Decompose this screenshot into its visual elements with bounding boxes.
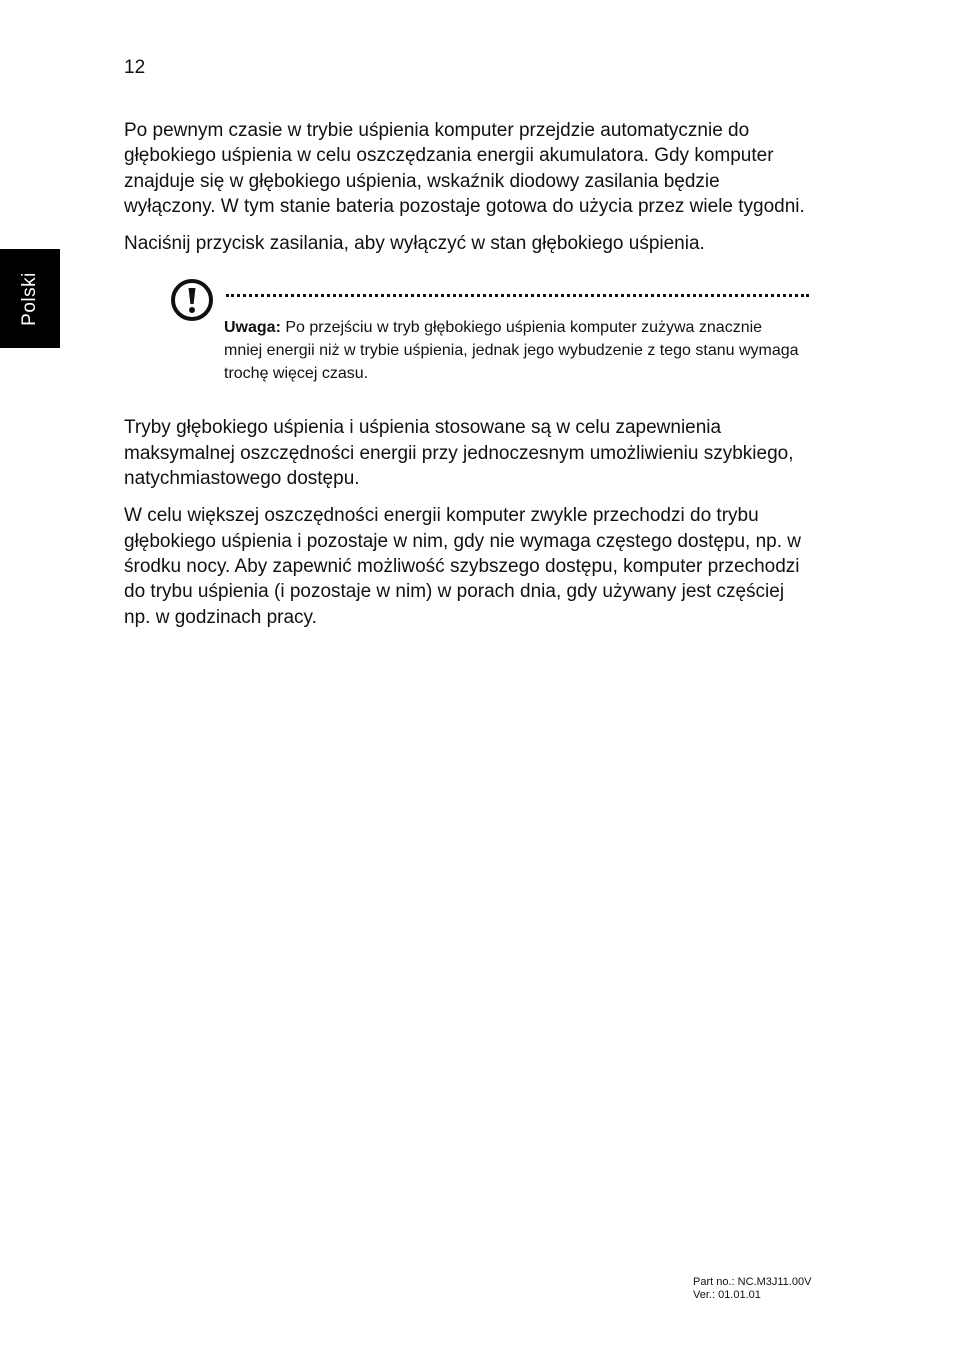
note-label: Uwaga: — [224, 319, 281, 337]
paragraph-modes-purpose: Tryby głębokiego uśpienia i uśpienia stosowane są w celu zapewnienia maksymalnej oszczędności energii przy jednoczesnym umożliwieniu szybkiego, natychmiastowego dostępu. — [124, 417, 794, 490]
note-text — [224, 316, 804, 385]
language-tab-label: Polski — [19, 272, 40, 326]
page-number: 12 — [124, 57, 146, 78]
paragraph-hibernation-auto: Po pewnym czasie w trybie uśpienia komputer przejdzie automatycznie do głębokiego uśpienia w celu oszczędzania energii akumulatora. Gdy komputer znajduje się w głębokiego uśpienia, wskaźnik diodowy zasilania będzie wyłączony. W tym stanie bateria pozostaje gotowa do użycia przez wiele tygodni. — [124, 120, 805, 217]
footer-part-number: Part no.: NC.M3J11.00V — [693, 1276, 812, 1288]
footer-version: Ver.: 01.01.01 — [693, 1289, 761, 1301]
paragraph-power-button: Naciśnij przycisk zasilania, aby wyłączyć w stan głębokiego uśpienia. — [124, 233, 705, 255]
footer — [693, 1276, 811, 1302]
page-content — [124, 118, 814, 642]
note-box — [124, 268, 814, 415]
language-tab — [0, 249, 60, 348]
note-dotted-divider — [226, 294, 809, 297]
exclamation-circle-icon — [170, 278, 214, 322]
note-body: Po przejściu w tryb głębokiego uśpienia komputer zużywa znacznie mniej energii niż w trybie uśpienia, jednak jego wybudzenie z tego stanu wymaga trochę więcej czasu. — [224, 319, 799, 383]
paragraph-energy-saving: W celu większej oszczędności energii komputer zwykle przechodzi do trybu głębokiego uśpienia i pozostaje w nim, gdy nie wymaga częstego dostępu, np. w środku nocy. Aby zapewnić możliwość szybszego dostępu, komputer przechodzi do trybu uśpienia (i pozostaje w nim) w porach dnia, gdy używany jest częściej np. w godzinach pracy. — [124, 505, 802, 628]
